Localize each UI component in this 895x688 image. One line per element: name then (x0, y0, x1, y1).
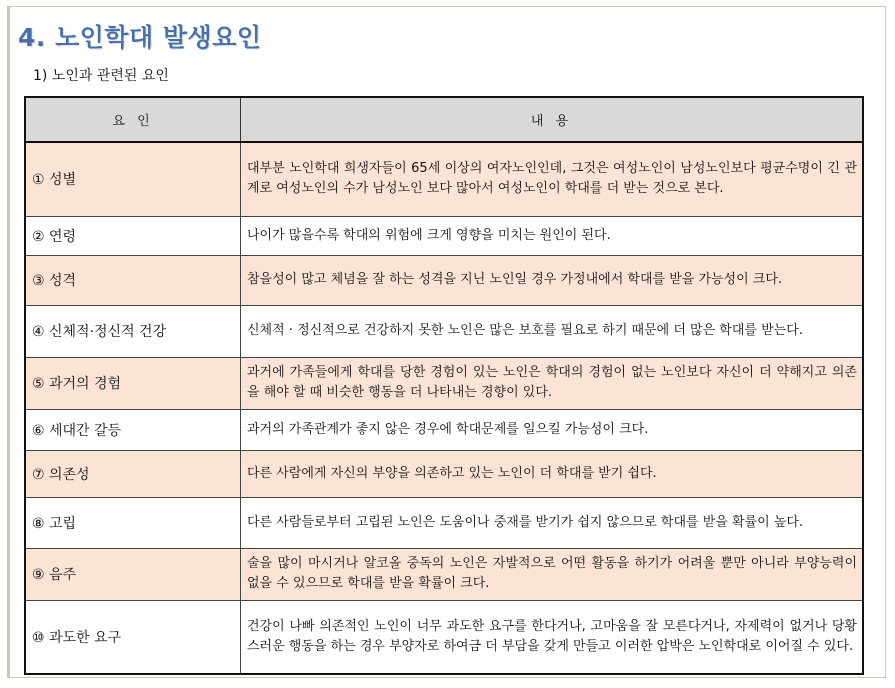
content-cell: 다른 사람들로부터 고립된 노인은 도움이나 중재를 받기가 쉽지 않으므로 학대를 받을 확률이 높다. (241, 497, 864, 548)
table-row (25, 497, 863, 548)
factor-cell: ⑦ 의존성 (25, 450, 241, 497)
table-row (25, 600, 863, 674)
table-row (25, 450, 863, 497)
content-cell: 대부분 노인학대 희생자들이 65세 이상의 여자노인인데, 그것은 여성노인이 남성노인보다 평균수명이 긴 관계로 여성노인의 수가 남성노인 보다 많아서 여성노인이 학대를 더 받는 것으로 본다. (241, 142, 864, 216)
factor-cell: ③ 성격 (25, 255, 241, 305)
content-cell: 술을 많이 마시거나 알코올 중독의 노인은 자발적으로 어떤 활동을 하기가 어려울 뿐만 아니라 부양능력이 없을 수 있으므로 학대를 받을 확률이 크다. (241, 548, 864, 600)
table-row (25, 216, 863, 255)
factor-cell: ④ 신체적·정신적 건강 (25, 305, 241, 357)
factor-cell: ⑩ 과도한 요구 (25, 600, 241, 674)
section-subtitle: 1) 노인과 관련된 요인 (33, 68, 169, 84)
table-row (25, 142, 863, 216)
table-row (25, 305, 863, 357)
page-title: 4. 노인학대 발생요인 (18, 23, 262, 52)
factor-cell: ① 성별 (25, 142, 241, 216)
factor-cell: ⑧ 고립 (25, 497, 241, 548)
factor-cell: ⑨ 음주 (25, 548, 241, 600)
factor-cell: ② 연령 (25, 216, 241, 255)
content-cell: 다른 사람에게 자신의 부양을 의존하고 있는 노인이 더 학대를 받기 쉽다. (241, 450, 864, 497)
content-cell: 건강이 나빠 의존적인 노인이 너무 과도한 요구를 한다거나, 고마움을 잘 모른다거나, 자제력이 없거나 당황스러운 행동을 하는 경우 부양자로 하여금 더 부담을 갖게 만들고 이러한 압박은 노인학대로 이어질 수 있다. (241, 600, 864, 674)
factor-cell: ⑤ 과거의 경험 (25, 357, 241, 409)
content-cell: 나이가 많을수록 학대의 위험에 크게 영향을 미치는 원인이 된다. (241, 216, 864, 255)
table-row (25, 357, 863, 409)
content-cell: 과거에 가족들에게 학대를 당한 경험이 있는 노인은 학대의 경험이 없는 노인보다 자신이 더 약해지고 의존을 해야 할 때 비슷한 행동을 더 나타내는 경향이 있다. (241, 357, 864, 409)
table-row (25, 255, 863, 305)
factors-table (24, 96, 864, 675)
table-row (25, 409, 863, 450)
content-cell: 참을성이 많고 체념을 잘 하는 성격을 지닌 노인일 경우 가정내에서 학대를 받을 가능성이 크다. (241, 255, 864, 305)
table-header-row (25, 97, 863, 142)
factor-cell: ⑥ 세대간 갈등 (25, 409, 241, 450)
content-cell: 신체적 · 정신적으로 건강하지 못한 노인은 많은 보호를 필요로 하기 때문에 더 많은 학대를 받는다. (241, 305, 864, 357)
table-row (25, 548, 863, 600)
column-header-content: 내 용 (241, 97, 864, 142)
content-cell: 과거의 가족관계가 좋지 않은 경우에 학대문제를 일으킬 가능성이 크다. (241, 409, 864, 450)
column-header-factor: 요 인 (25, 97, 241, 142)
